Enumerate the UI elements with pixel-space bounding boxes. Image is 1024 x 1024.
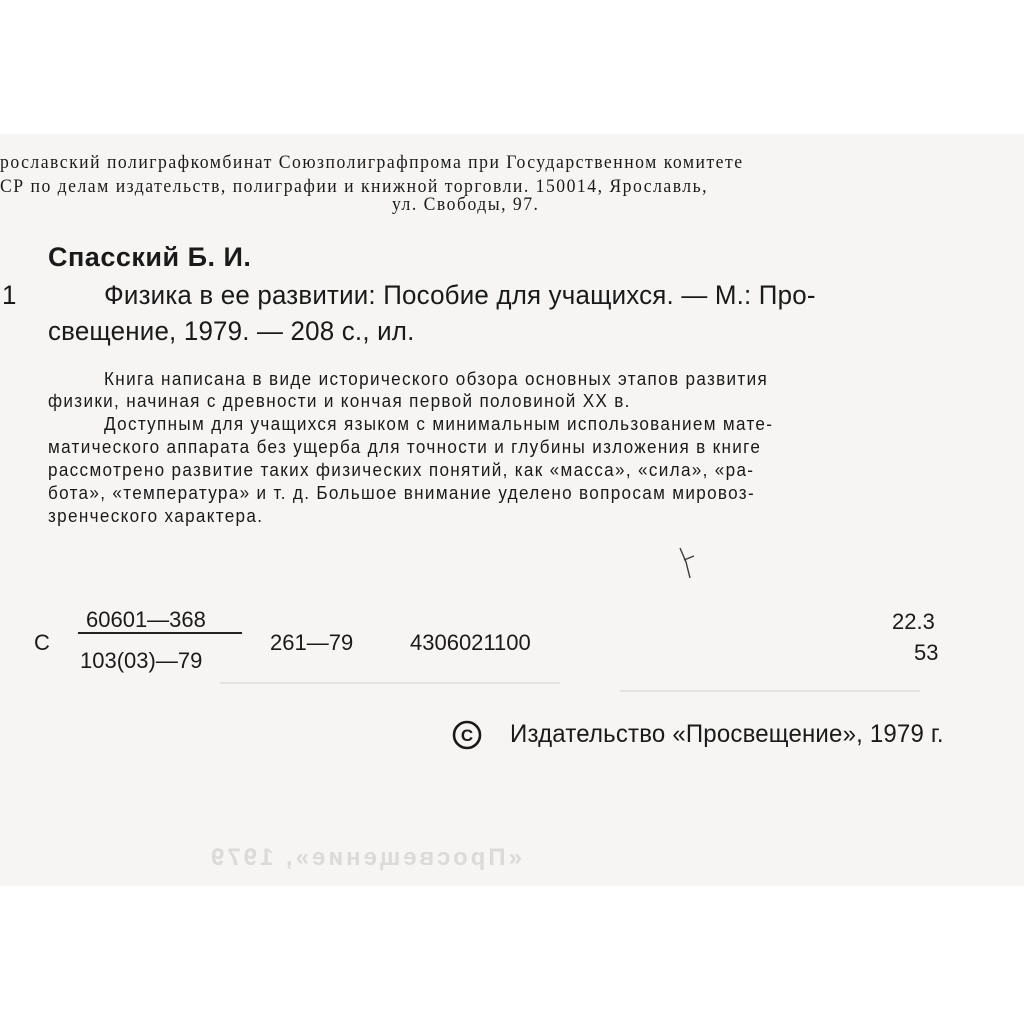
bleed-through-line — [620, 690, 920, 692]
code-2: 4306021100 — [410, 630, 531, 655]
annotation-line: бота», «температура» и т. д. Большое внимание уделено вопросам мировоз- — [48, 483, 755, 503]
code-numerator: 60601—368 — [86, 607, 206, 632]
imprint-line-2: СР по делам издательств, полиграфии и книжной торговли. 150014, Ярославль, — [0, 176, 709, 197]
copyright-text: Издательство «Просвещение», 1979 г. — [510, 720, 944, 748]
code-1: 261—79 — [270, 630, 354, 655]
bleed-through-text: «Просвещение», 1979 — [208, 844, 523, 871]
copyright-symbol: C — [460, 726, 474, 745]
code-right-bottom: 53 — [914, 640, 939, 665]
copyright-icon — [452, 720, 482, 750]
fraction-bar — [78, 632, 242, 634]
annotation-line: матического аппарата без ущерба для точности и глубины изложения в книге — [48, 437, 762, 457]
code-right-top: 22.3 — [892, 609, 935, 634]
bleed-through-line — [220, 682, 560, 684]
annotation-line: Доступным для учащихся языком с минимальным использованием мате- — [104, 414, 774, 434]
pen-mark — [676, 546, 698, 580]
title-line-2: свещение, 1979. — 208 с., ил. — [48, 316, 415, 346]
imprint-line-1: рославский полиграфкомбинат Союзполиграфпрома при Государственном комитете — [0, 152, 744, 173]
author-name: Спасский Б. И. — [48, 242, 252, 272]
annotation-line: Книга написана в виде исторического обзора основных этапов развития — [104, 369, 769, 389]
imprint-line-3: ул. Свободы, 97. — [392, 194, 540, 215]
index-fragment: 1 — [2, 280, 17, 310]
code-denominator: 103(03)—79 — [80, 648, 203, 673]
annotation-line: физики, начиная с древности и кончая первой половиной XX в. — [48, 391, 631, 411]
annotation-line: зренческого характера. — [48, 506, 264, 526]
title-line-1: Физика в ее развитии: Пособие для учащихся. — М.: Про- — [104, 280, 816, 310]
annotation-line: рассмотрено развитие таких физических понятий, как «масса», «сила», «ра- — [48, 460, 755, 480]
code-letter: С — [34, 630, 50, 655]
